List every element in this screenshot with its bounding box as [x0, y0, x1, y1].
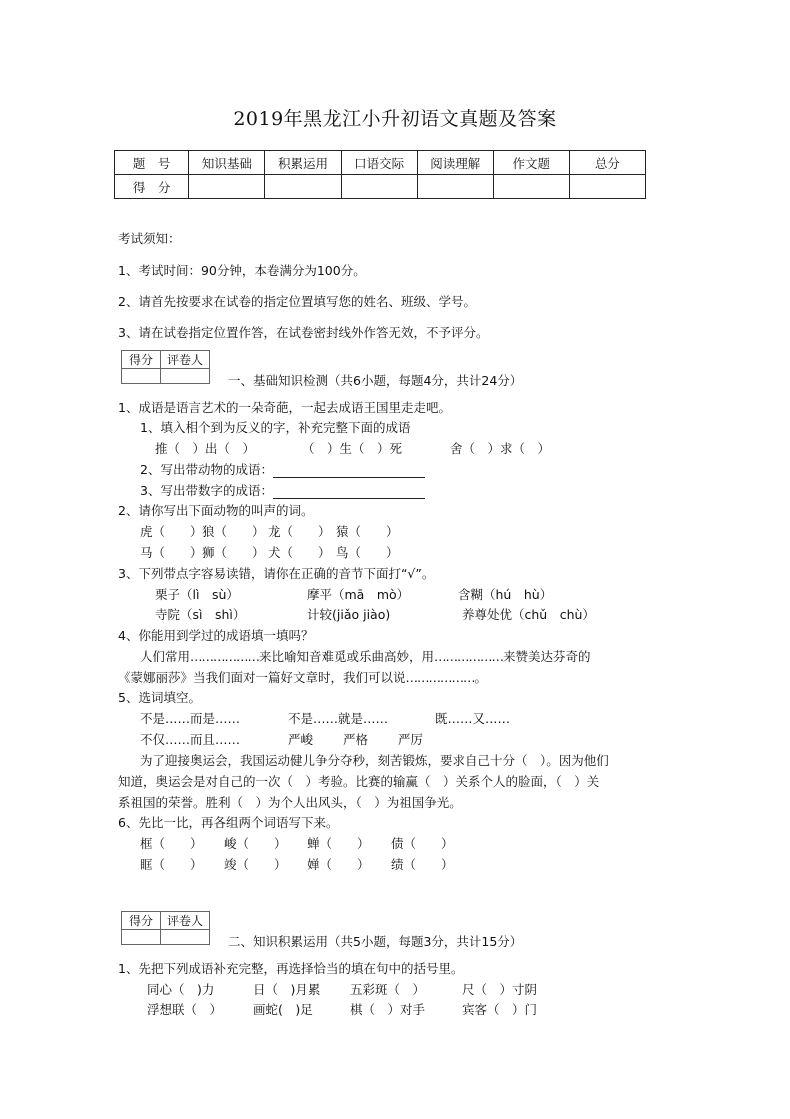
q5-option: 不仅……而且…… [140, 732, 241, 747]
q1-stem: 1、成语是语言艺术的一朵奇葩，一起去成语王国里走走吧。 [118, 400, 451, 415]
q2-item: 虎（ ） [140, 524, 203, 539]
section1-title: 一、基础知识检测（共6小题，每题4分，共计24分） [228, 373, 523, 388]
q6-item: 绩（ ） [391, 857, 454, 872]
q4-line2 [118, 670, 487, 686]
grader-score-label: 得分 [122, 912, 161, 930]
score-cell[interactable] [341, 175, 417, 199]
q1-sub2 [140, 462, 425, 478]
s2-q1-item: 棋（ ）对手 [350, 1002, 426, 1017]
q5-option: 既……又…… [435, 711, 511, 726]
grader-score-cell[interactable] [122, 930, 161, 945]
header-cell: 口语交际 [341, 151, 417, 175]
q4-stem: 4、你能用到学过的成语填一填吗？ [118, 628, 314, 643]
q3-stem: 3、下列带点字容易读错，请你在正确的音节下面打“√”。 [118, 566, 435, 581]
grader-name-label: 评卷人 [161, 351, 210, 369]
notice-item: 3、请在试卷指定位置作答，在试卷密封线外作答无效，不予评分。 [118, 325, 489, 340]
answer-blank[interactable]: ……………… [405, 670, 475, 685]
q5-option: 严峻 [288, 732, 314, 747]
q6-item: 蝉（ ） [307, 836, 370, 851]
s2-q1-item: 尺（ ）寸阴 [462, 982, 538, 997]
grader-score-label: 得分 [122, 351, 161, 369]
header-cell: 作文题 [493, 151, 569, 175]
exam-title: 2019年黑龙江小升初语文真题及答案 [233, 108, 557, 130]
q3-item: 养尊处优（chǔ chù） [462, 607, 595, 622]
q6-stem: 6、先比一比，再各组两个词语写下来。 [118, 815, 339, 830]
grader-score-cell[interactable] [122, 369, 161, 384]
q3-item: 栗子（lì sù） [155, 587, 239, 602]
q1-sub1-b: （ ）生（ ）死 [302, 441, 403, 456]
q3-item: 含糊（hú hù） [458, 587, 553, 602]
q2-item: 龙（ ） [268, 524, 331, 539]
s2-q1-item: 画蛇( )足 [253, 1002, 313, 1017]
grader-name-label: 评卷人 [161, 912, 210, 930]
header-cell: 阅读理解 [417, 151, 493, 175]
answer-blank[interactable]: ……………… [434, 649, 504, 664]
q4-text: 。 [474, 670, 488, 685]
grader-name-cell[interactable] [161, 369, 210, 384]
score-cell[interactable] [265, 175, 341, 199]
score-cell[interactable] [189, 175, 265, 199]
q6-item: 眶（ ） [140, 857, 203, 872]
q2-item: 鸟（ ） [336, 545, 399, 560]
q3-item: 摩平（mā mò） [307, 587, 410, 602]
q4-text: 人们常用 [140, 649, 191, 664]
s2-q1-item: 宾客（ ）门 [462, 1002, 538, 1017]
q5-option: 严格 [343, 732, 369, 747]
notice-heading: 考试须知： [118, 231, 181, 246]
q2-stem: 2、请你写出下面动物的叫声的词。 [118, 503, 314, 518]
grader-box [121, 911, 210, 945]
q2-item: 狮（ ） [202, 545, 265, 560]
q4-text: 来赞美达芬奇的 [503, 649, 591, 664]
q6-item: 峻（ ） [224, 836, 287, 851]
score-cell[interactable] [417, 175, 493, 199]
q5-option: 不是……就是…… [288, 711, 389, 726]
header-cell: 总分 [569, 151, 645, 175]
q5-paragraph: 知道，奥运会是对自己的一次（ ）考验。比赛的输赢（ ）关系个人的脸面，（ ）关 [118, 774, 600, 789]
answer-line[interactable] [273, 465, 425, 478]
header-cell: 积累运用 [265, 151, 341, 175]
s2-q1-item: 五彩斑（ ） [350, 982, 426, 997]
q4-text: 《蒙娜丽莎》当我们面对一篇好文章时，我们可以说 [118, 670, 406, 685]
score-table-score-row [115, 175, 646, 199]
q4-line1 [140, 649, 591, 665]
s2-q1-item: 同心（ )力 [147, 982, 215, 997]
score-cell[interactable] [569, 175, 645, 199]
q2-item: 犬（ ） [268, 545, 331, 560]
q2-item: 猿（ ） [336, 524, 399, 539]
section2-title: 二、知识积累运用（共5小题，每题3分，共计15分） [228, 934, 523, 949]
q1-sub1-a: 推（ ）出（ ） [155, 441, 256, 456]
grader-name-cell[interactable] [161, 930, 210, 945]
q1-sub2-label: 2、写出带动物的成语： [140, 462, 273, 477]
q1-sub3-label: 3、写出带数字的成语： [140, 483, 273, 498]
notice-item: 2、请首先按要求在试卷的指定位置填写您的姓名、班级、学号。 [118, 294, 476, 309]
q2-item: 狼（ ） [202, 524, 265, 539]
q5-paragraph: 为了迎接奥运会，我国运动健儿争分夺秒，刻苦锻炼，要求自己十分（ ）。因为他们 [140, 753, 609, 768]
q3-item: 计较(jiǎo jiào) [307, 607, 391, 622]
q2-item: 马（ ） [140, 545, 203, 560]
q1-sub1-c: 舍（ ）求（ ） [450, 441, 551, 456]
header-cell: 知识基础 [189, 151, 265, 175]
q1-sub1: 1、填入相个到为反义的字，补充完整下面的成语 [140, 420, 411, 435]
notice-item: 1、考试时间：90分钟，本卷满分为100分。 [118, 263, 366, 278]
s2-q1-stem: 1、先把下列成语补充完整，再选择恰当的填在句中的括号里。 [118, 961, 464, 976]
q6-item: 框（ ） [140, 836, 203, 851]
q6-item: 婵（ ） [307, 857, 370, 872]
score-table [114, 150, 646, 199]
answer-blank[interactable]: ……………… [190, 649, 260, 664]
q1-sub3 [140, 483, 425, 499]
q5-stem: 5、选词填空。 [118, 690, 201, 705]
q5-option: 不是……而是…… [140, 711, 241, 726]
q5-paragraph: 系祖国的荣誉。胜利（ ）为个人出风头，（ ）为祖国争光。 [118, 795, 462, 810]
q4-text: 来比喻知音难觅或乐曲高妙，用 [259, 649, 435, 664]
q6-item: 竣（ ） [224, 857, 287, 872]
grader-box [121, 350, 210, 384]
q3-item: 寺院（sì shì） [155, 607, 246, 622]
q5-option: 严厉 [398, 732, 424, 747]
score-cell[interactable] [493, 175, 569, 199]
score-table-header-row [115, 151, 646, 175]
header-cell: 题 号 [115, 151, 189, 175]
s2-q1-item: 浮想联（ ） [147, 1002, 223, 1017]
s2-q1-item: 日（ )月累 [253, 982, 321, 997]
score-row-label: 得 分 [115, 175, 189, 199]
q6-item: 债（ ） [391, 836, 454, 851]
answer-line[interactable] [273, 486, 425, 499]
